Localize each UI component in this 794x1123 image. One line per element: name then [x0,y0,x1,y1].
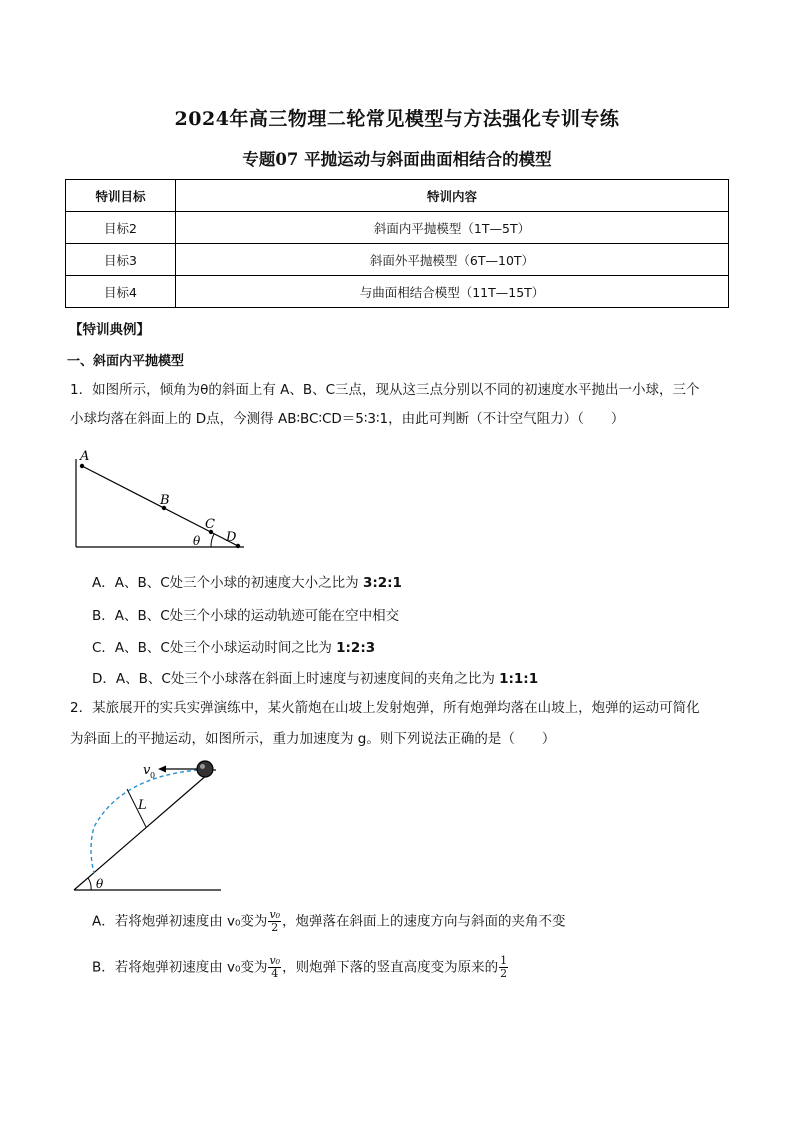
label-c: C [205,517,215,532]
option-value: 1:2:3 [336,640,376,656]
question-1-line-1: 1．如图所示，倾角为θ的斜面上有 A、B、C三点，现从这三点分别以不同的初速度水平抛出一小球，三个 [70,382,700,398]
table-header-cell: 特训目标 [66,180,176,212]
question-2-option-b[interactable] [92,955,509,980]
fraction-denominator: 4 [271,967,279,980]
label-d: D [226,530,237,545]
page-subtitle: 专题07 平抛运动与斜面曲面相结合的模型 [242,150,552,169]
label-theta: θ [96,877,104,891]
fraction-numerator: v₀ [269,954,281,967]
question-1-option-d[interactable] [92,667,538,687]
section-heading: 【特训典例】 [69,322,150,338]
table-cell: 目标2 [66,212,176,244]
fraction-denominator: 2 [271,921,279,934]
section-subheading: 一、斜面内平抛模型 [67,354,185,369]
label-theta: θ [193,534,201,548]
table-row [66,276,729,308]
option-text: A．A、B、C处三个小球的初速度大小之比为 [92,575,363,591]
question-1-option-c[interactable] [92,636,375,656]
question-2-line-1: 2．某旅展开的实兵实弹演练中，某火箭炮在山坡上发射炮弹，所有炮弹均落在山坡上，炮弹的运动可简化 [70,700,700,716]
option-text: C．A、B、C处三个小球运动时间之比为 [92,640,337,656]
table-cell: 斜面内平抛模型（1T—5T） [176,212,729,244]
label-a: A [80,449,90,464]
fraction-numerator: v₀ [269,908,281,921]
option-text: D．A、B、C处三个小球落在斜面上时速度与初速度间的夹角之比为 [92,671,500,687]
option-text: A．若将炮弹初速度由 v₀变为 [92,913,268,930]
targets-table [65,179,729,308]
table-row [66,212,729,244]
table-row [66,244,729,276]
table-cell: 与曲面相结合模型（11T—15T） [176,276,729,308]
table-cell: 目标3 [66,244,176,276]
question-2-line-2: 为斜面上的平抛运动，如图所示，重力加速度为 g。则下列说法正确的是（ ） [70,731,556,747]
table-header-row [66,180,729,212]
question-2-figure [66,757,226,897]
table-header-cell: 特训内容 [176,180,729,212]
option-text: B．若将炮弹初速度由 v₀变为 [92,959,268,976]
fraction-numerator: 1 [500,954,508,967]
page-title: 2024年高三物理二轮常见模型与方法强化专训专练 [174,108,620,130]
label-l: L [138,798,147,813]
option-text: ，炮弹落在斜面上的速度方向与斜面的夹角不变 [282,913,566,930]
table-cell: 斜面外平抛模型（6T—10T） [176,244,729,276]
fraction [499,955,508,980]
option-value: 1:1:1 [499,671,539,687]
question-1-option-b[interactable] [92,604,399,624]
question-1-line-2: 小球均落在斜面上的 D点，今测得 AB∶BC∶CD＝5∶3∶1，由此可判断（不计空气阻力）（ ） [70,411,625,427]
table-cell: 目标4 [66,276,176,308]
fraction-denominator: 2 [500,967,508,980]
option-value: 3:2:1 [362,575,402,591]
label-v0: v [143,763,151,778]
question-2-option-a[interactable] [92,909,566,934]
fraction [268,909,281,934]
option-text: ，则炮弹下落的竖直高度变为原来的 [282,959,499,976]
question-1-option-a[interactable] [92,571,402,591]
label-b: B [160,493,170,508]
question-1-figure [66,445,256,557]
option-text: B．A、B、C处三个小球的运动轨迹可能在空中相交 [92,608,400,624]
label-v0-subscript: 0 [150,771,156,780]
fraction [268,955,281,980]
